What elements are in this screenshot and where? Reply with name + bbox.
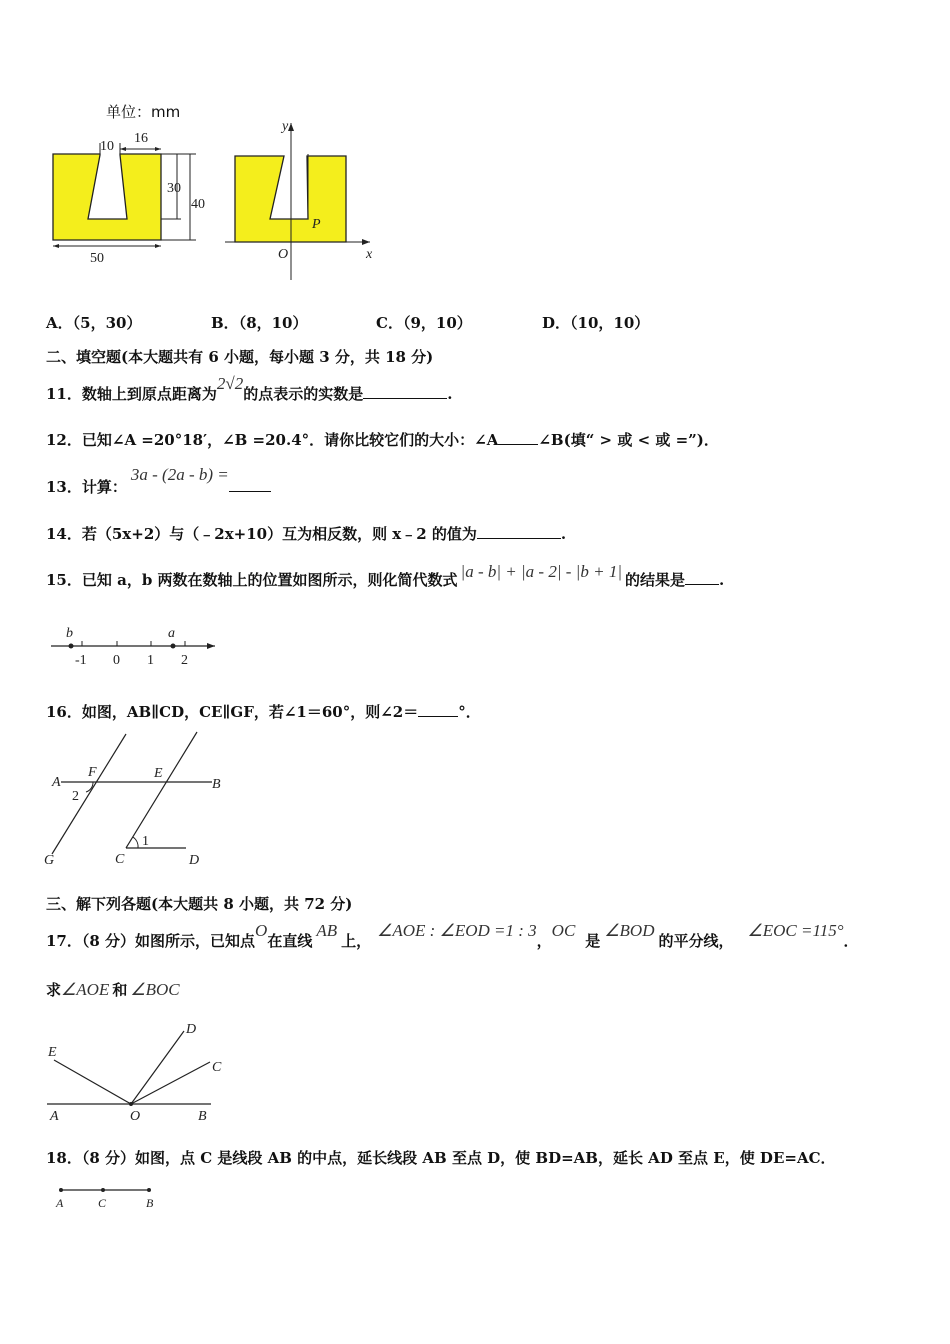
label-angle-1: 1 xyxy=(142,834,149,849)
figure-16 xyxy=(44,730,244,870)
label-d: D xyxy=(186,1022,197,1037)
question-17: 17．（8 分）如图所示，已知点O在直线AB上，∠AOE : ∠EOD =1 : 3，OC是∠BOD的平分线，∠EOC =115°． xyxy=(46,921,859,950)
point-a-label: a xyxy=(168,626,175,641)
mold-shape-left xyxy=(53,154,161,240)
question-12: 12．已知∠A =20°18′，∠B =20.4°．请你比较它们的大小：∠A ∠B(填“ > 或 < 或 =”)． xyxy=(46,431,719,449)
question-15: 15．已知 a，b 两数在数轴上的位置如图所示，则化简代数式 |a - b| + |a - 2| - |b + 1| 的结果是 . xyxy=(46,562,725,589)
label-a: A xyxy=(56,1196,64,1210)
question-16: 16．如图，AB∥CD，CE∥GF，若∠1＝60°，则∠2＝ °． xyxy=(46,703,481,721)
label-g: G xyxy=(44,853,55,868)
question-14: 14．若（5x+2）与（﹣2x+10）互为相反数，则 x﹣2 的值为 . xyxy=(46,525,567,543)
question-18: 18．（8 分）如图，点 C 是线段 AB 的中点，延长线段 AB 至点 D，使 BD=AB，延长 AD 至点 E，使 DE=AC． xyxy=(46,1149,836,1167)
dim-h2: 40 xyxy=(191,197,205,212)
option-a[interactable]: A．（5，30） xyxy=(46,314,142,332)
tick-2: 2 xyxy=(181,653,188,668)
dim-h1: 30 xyxy=(167,181,181,196)
dim-w1: 10 xyxy=(100,139,114,154)
label-a: A xyxy=(52,775,61,790)
figure-17 xyxy=(44,1018,244,1128)
axis-y-label: y xyxy=(282,119,289,134)
question-11: 11．数轴上到原点距离为2√2的点表示的实数是 . xyxy=(46,374,453,403)
label-b: B xyxy=(212,777,221,792)
mold-figure xyxy=(40,118,400,298)
option-d[interactable]: D．（10，10） xyxy=(542,314,650,332)
label-b: B xyxy=(146,1196,154,1210)
tick-0: 0 xyxy=(113,653,120,668)
label-e: E xyxy=(154,766,163,781)
question-13: 13．计算：3a - (2a - b) = xyxy=(46,476,271,497)
axis-x-label: x xyxy=(366,247,373,262)
section2-title: 二、填空题(本大题共有 6 小题，每小题 3 分，共 18 分) xyxy=(46,348,434,366)
label-d: D xyxy=(189,853,200,868)
label-c: C xyxy=(212,1060,222,1075)
dim-base: 50 xyxy=(90,251,104,266)
label-e: E xyxy=(48,1045,57,1060)
question-17-ask: 求∠AOE 和 ∠BOC xyxy=(46,980,180,999)
label-c: C xyxy=(115,852,125,867)
tick-neg1: -1 xyxy=(75,653,87,668)
label-b: B xyxy=(198,1109,207,1124)
section3-title: 三、解下列各题(本大题共 8 小题，共 72 分) xyxy=(46,895,353,913)
origin-label: O xyxy=(278,247,289,262)
label-f: F xyxy=(88,765,97,780)
point-p-label: P xyxy=(312,217,321,232)
option-c[interactable]: C．（9，10） xyxy=(376,314,472,332)
unit-label: 单位：mm xyxy=(106,103,181,121)
label-c: C xyxy=(98,1196,107,1210)
label-o: O xyxy=(130,1109,141,1124)
point-b-label: b xyxy=(66,626,73,641)
figure-18 xyxy=(50,1180,190,1220)
option-b[interactable]: B．（8，10） xyxy=(211,314,308,332)
label-a: A xyxy=(50,1109,59,1124)
number-line xyxy=(48,622,228,672)
tick-1: 1 xyxy=(147,653,154,668)
label-angle-2: 2 xyxy=(72,789,79,804)
dim-w2: 16 xyxy=(134,131,148,146)
